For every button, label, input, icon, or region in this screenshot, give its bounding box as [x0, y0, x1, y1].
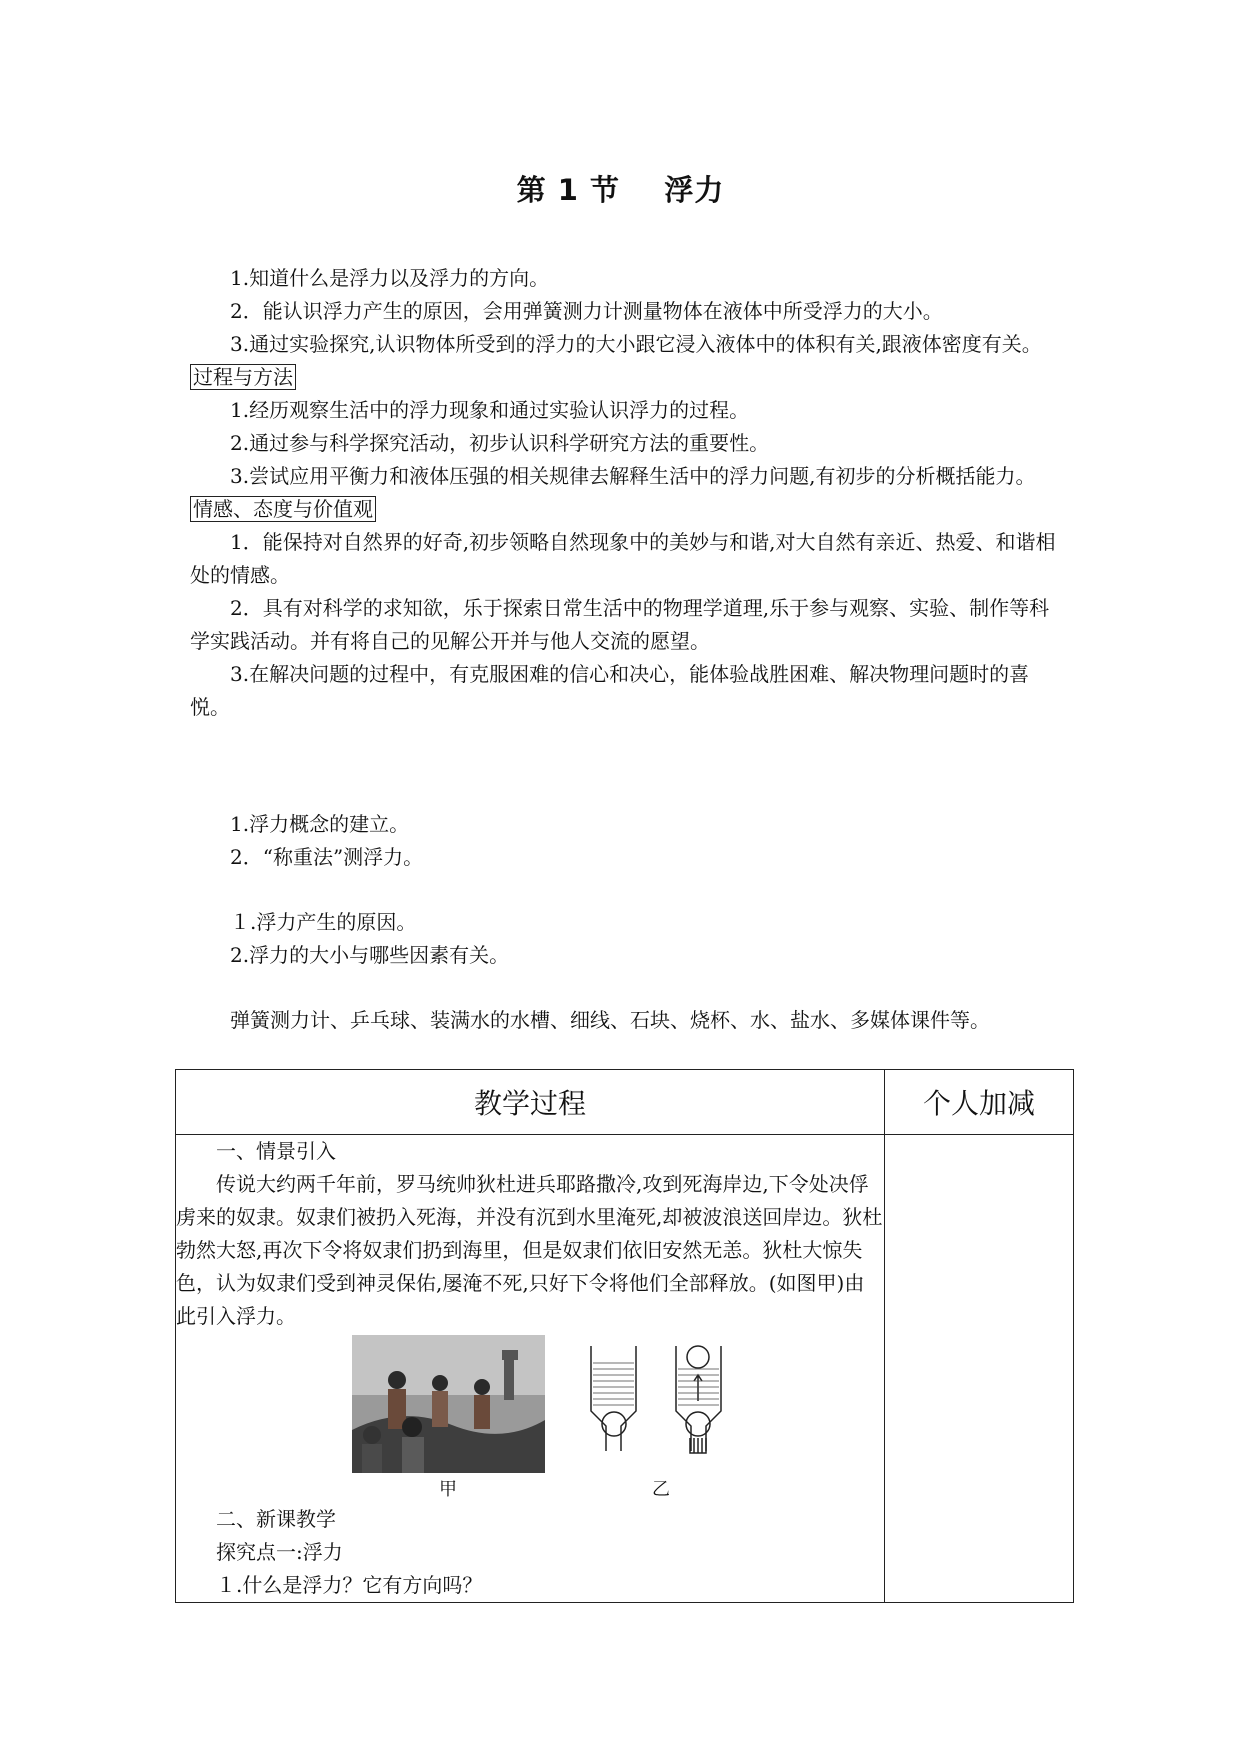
dead-sea-illustration: [352, 1335, 545, 1473]
header-teaching-process: 教学过程: [176, 1070, 885, 1135]
objective-knowledge-3: 3.通过实验探究,认识物体所受到的浮力的大小跟它浸入液体中的体积有关,跟液体密度有关。: [230, 332, 1042, 356]
objective-knowledge-2: 2．能认识浮力产生的原因，会用弹簧测力计测量物体在液体中所受浮力的大小。: [230, 299, 943, 323]
difficulty-2: 2.浮力的大小与哪些因素有关。: [230, 943, 510, 967]
objective-process-3: 3.尝试应用平衡力和液体压强的相关规律去解释生活中的浮力问题,有初步的分析概括能力。: [230, 464, 1036, 488]
objective-process-2: 2.通过参与科学探究活动，初步认识科学研究方法的重要性。: [230, 431, 770, 455]
objective-process-1: 1.经历观察生活中的浮力现象和通过实验认识浮力的过程。: [230, 398, 750, 422]
explore-point-label: 探究点一:浮力: [216, 1540, 343, 1564]
key-points-section: [190, 808, 1060, 874]
key-point-1: 1.浮力概念的建立。: [230, 812, 410, 836]
materials-text: 弹簧测力计、乒乓球、装满水的水槽、细线、石块、烧杯、水、盐水、多媒体课件等。: [230, 1008, 990, 1032]
section2-title: 二、新课教学: [216, 1507, 336, 1531]
buoyancy-diagram: [586, 1341, 736, 1471]
process-heading: 过程与方法: [190, 364, 296, 390]
objective-emotion-1: 1．能保持对自然界的好奇,初步领略自然现象中的美妙与和谐,对大自然有亲近、热爱、和谐相处的情感。: [190, 530, 1056, 587]
teaching-process-cell: [176, 1135, 885, 1603]
question-1: １.什么是浮力？它有方向吗？: [216, 1573, 483, 1597]
section1-title: 一、情景引入: [216, 1139, 336, 1163]
table-body-row: [176, 1135, 1074, 1603]
process-heading-row: [190, 361, 1060, 394]
difficulties-section: [190, 906, 1060, 972]
page-title: 第 1 节 浮力: [516, 173, 725, 207]
figure-caption-a: 甲: [439, 1479, 457, 1500]
objectives-section: [190, 262, 1060, 724]
personal-notes-cell: [885, 1135, 1074, 1603]
figures-row: [176, 1333, 884, 1503]
emotion-heading-row: [190, 493, 1060, 526]
emotion-heading: 情感、态度与价值观: [190, 496, 376, 522]
objective-emotion-3: 3.在解决问题的过程中，有克服困难的信心和决心，能体验战胜困难、解决物理问题时的喜悦。: [190, 662, 1030, 719]
lesson-table: [175, 1069, 1074, 1603]
objective-knowledge-1: 1.知道什么是浮力以及浮力的方向。: [230, 266, 550, 290]
key-point-2: 2．“称重法”测浮力。: [230, 845, 424, 869]
figure-caption-b: 乙: [652, 1479, 670, 1500]
difficulty-1: １.浮力产生的原因。: [230, 910, 417, 934]
objective-emotion-2: 2．具有对科学的求知欲，乐于探索日常生活中的物理学道理,乐于参与观察、实验、制作等科学实践活动。并有将自己的见解公开并与他人交流的愿望。: [190, 596, 1050, 653]
materials-section: [190, 1004, 1060, 1037]
section1-story: 传说大约两千年前，罗马统帅狄杜进兵耶路撒冷,攻到死海岸边,下令处决俘虏来的奴隶。奴隶们被扔入死海，并没有沉到水里淹死,却被波浪送回岸边。狄杜勃然大怒,再次下令将奴隶们扔到海里，但是奴隶们依旧安然无恙。狄杜大惊失色，认为奴隶们受到神灵保佑,屡淹不死,只好下令将他们全部释放。(如图甲)由此引入浮力。: [176, 1172, 883, 1328]
header-personal-notes: 个人加减: [885, 1070, 1074, 1135]
table-header-row: [176, 1070, 1074, 1135]
